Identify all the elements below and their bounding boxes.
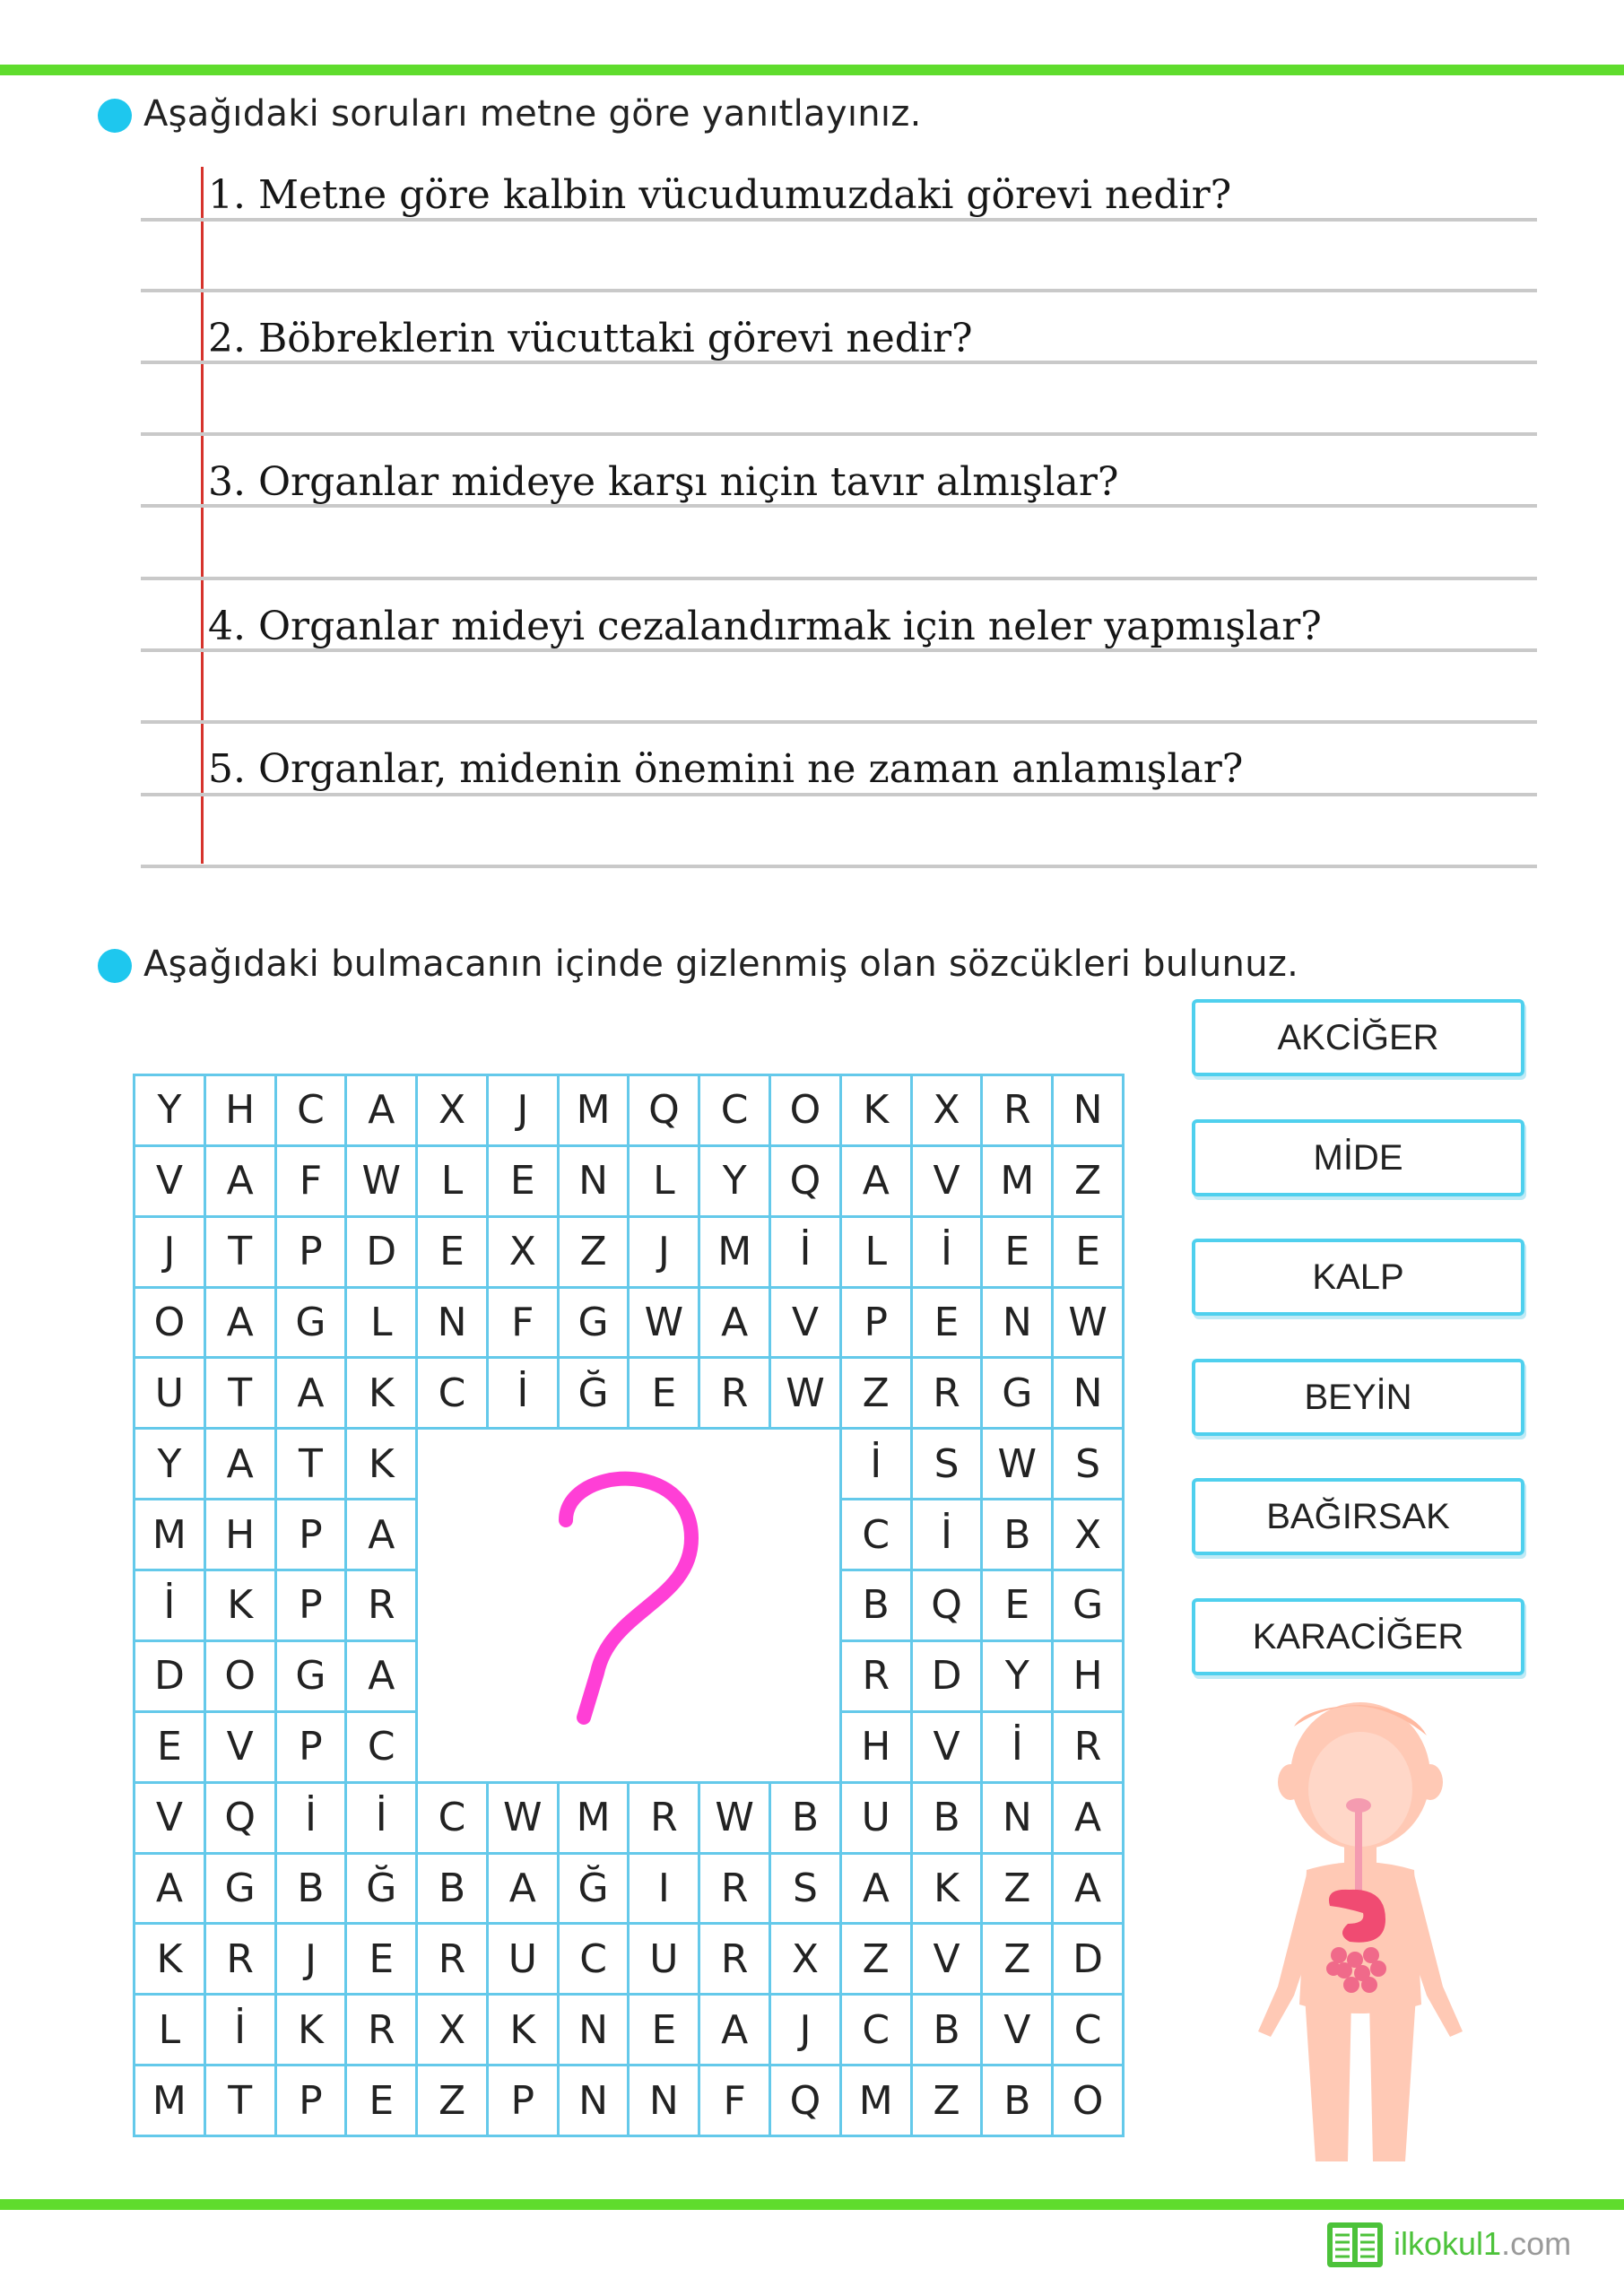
grid-cell: R: [347, 1571, 418, 1642]
question-2: 2. Böbreklerin vücuttaki görevi nedir?: [208, 316, 973, 361]
grid-cell: O: [206, 1642, 277, 1713]
grid-cell: Q: [206, 1784, 277, 1855]
grid-cell: N: [630, 2066, 700, 2137]
ruled-line: [141, 289, 1537, 292]
grid-cell: V: [913, 1713, 984, 1784]
grid-cell: V: [206, 1713, 277, 1784]
question-4: 4. Organlar mideyi cezalandırmak için neler yapmışlar?: [208, 604, 1322, 649]
grid-cell: Ğ: [560, 1359, 630, 1430]
grid-cell: G: [206, 1855, 277, 1926]
grid-cell: O: [135, 1289, 206, 1360]
grid-cell: U: [842, 1784, 913, 1855]
grid-cell: M: [700, 1218, 771, 1289]
grid-cell: Z: [418, 2066, 489, 2137]
grid-cell: N: [1054, 1359, 1125, 1430]
grid-cell: W: [347, 1147, 418, 1218]
grid-cell: J: [630, 1218, 700, 1289]
ruled-line: [141, 865, 1537, 868]
word-box-akciger: AKCİĞER: [1192, 999, 1524, 1076]
grid-cell: Z: [1054, 1147, 1125, 1218]
grid-cell: A: [135, 1855, 206, 1926]
grid-cell: N: [983, 1784, 1054, 1855]
grid-cell: W: [489, 1784, 560, 1855]
grid-cell: A: [1054, 1784, 1125, 1855]
grid-cell: W: [771, 1359, 842, 1430]
word-box-mide: MİDE: [1192, 1119, 1524, 1196]
grid-cell: A: [206, 1147, 277, 1218]
grid-cell: M: [842, 2066, 913, 2137]
grid-cell: T: [206, 1218, 277, 1289]
grid-cell: Ğ: [347, 1855, 418, 1926]
grid-cell: X: [489, 1218, 560, 1289]
grid-cell: N: [560, 1996, 630, 2066]
grid-cell: R: [206, 1925, 277, 1996]
grid-cell: A: [1054, 1855, 1125, 1926]
grid-cell: D: [135, 1642, 206, 1713]
grid-cell: V: [913, 1147, 984, 1218]
grid-cell: R: [418, 1925, 489, 1996]
grid-cell: W: [1054, 1289, 1125, 1360]
grid-cell: M: [560, 1784, 630, 1855]
grid-cell: T: [277, 1430, 348, 1500]
grid-cell: L: [842, 1218, 913, 1289]
grid-cell: M: [560, 1076, 630, 1147]
ruled-line: [141, 720, 1537, 724]
grid-cell: Y: [135, 1430, 206, 1500]
grid-cell: V: [913, 1925, 984, 1996]
ruled-line: [141, 577, 1537, 580]
grid-cell: N: [983, 1289, 1054, 1360]
puzzle-center-panel: [418, 1430, 842, 1783]
grid-cell: U: [489, 1925, 560, 1996]
grid-cell: E: [983, 1218, 1054, 1289]
grid-cell: F: [277, 1147, 348, 1218]
section2-instruction: Aşağıdaki bulmacanın içinde gizlenmiş olan sözcükleri bulunuz.: [143, 944, 1299, 985]
grid-cell: Q: [630, 1076, 700, 1147]
grid-cell: A: [700, 1289, 771, 1360]
grid-cell: B: [771, 1784, 842, 1855]
grid-cell: Q: [913, 1571, 984, 1642]
grid-cell: G: [1054, 1571, 1125, 1642]
grid-cell: R: [347, 1996, 418, 2066]
grid-cell: N: [560, 2066, 630, 2137]
grid-cell: Z: [983, 1855, 1054, 1926]
grid-cell: S: [1054, 1430, 1125, 1500]
word-box-bagirsak: BAĞIRSAK: [1192, 1478, 1524, 1555]
grid-cell: V: [771, 1289, 842, 1360]
grid-cell: P: [277, 1500, 348, 1571]
grid-cell: T: [206, 1359, 277, 1430]
grid-cell: O: [771, 1076, 842, 1147]
grid-cell: P: [277, 2066, 348, 2137]
grid-cell: R: [630, 1784, 700, 1855]
grid-cell: P: [277, 1571, 348, 1642]
grid-cell: R: [1054, 1713, 1125, 1784]
grid-cell: A: [347, 1500, 418, 1571]
grid-cell: E: [347, 2066, 418, 2137]
grid-cell: F: [489, 1289, 560, 1360]
grid-cell: Ğ: [560, 1855, 630, 1926]
grid-cell: Z: [913, 2066, 984, 2137]
grid-cell: U: [135, 1359, 206, 1430]
grid-cell: L: [418, 1147, 489, 1218]
grid-cell: İ: [489, 1359, 560, 1430]
grid-cell: E: [489, 1147, 560, 1218]
grid-cell: Y: [983, 1642, 1054, 1713]
grid-cell: A: [206, 1289, 277, 1360]
grid-cell: K: [842, 1076, 913, 1147]
grid-cell: J: [277, 1925, 348, 1996]
grid-cell: L: [135, 1996, 206, 2066]
grid-cell: A: [489, 1855, 560, 1926]
grid-cell: K: [347, 1359, 418, 1430]
grid-cell: X: [913, 1076, 984, 1147]
grid-cell: O: [1054, 2066, 1125, 2137]
grid-cell: V: [135, 1147, 206, 1218]
grid-cell: A: [700, 1996, 771, 2066]
grid-cell: C: [842, 1996, 913, 2066]
word-search-grid: [133, 1074, 1125, 2137]
grid-cell: E: [1054, 1218, 1125, 1289]
grid-cell: İ: [771, 1218, 842, 1289]
grid-cell: M: [983, 1147, 1054, 1218]
grid-cell: E: [347, 1925, 418, 1996]
logo-suffix-text: .com: [1501, 2225, 1572, 2262]
word-box-karaciger: KARACİĞER: [1192, 1598, 1524, 1675]
grid-cell: J: [489, 1076, 560, 1147]
grid-cell: H: [206, 1500, 277, 1571]
grid-cell: Y: [135, 1076, 206, 1147]
grid-cell: E: [630, 1359, 700, 1430]
grid-cell: R: [700, 1925, 771, 1996]
grid-cell: L: [347, 1289, 418, 1360]
grid-cell: C: [418, 1359, 489, 1430]
grid-cell: İ: [135, 1571, 206, 1642]
grid-cell: W: [630, 1289, 700, 1360]
question-1: 1. Metne göre kalbin vücudumuzdaki görevi nedir?: [208, 172, 1232, 218]
grid-cell: L: [630, 1147, 700, 1218]
grid-cell: M: [135, 2066, 206, 2137]
grid-cell: P: [277, 1713, 348, 1784]
grid-cell: İ: [983, 1713, 1054, 1784]
grid-cell: Q: [771, 2066, 842, 2137]
bullet-icon: [98, 99, 132, 133]
grid-cell: M: [135, 1500, 206, 1571]
ruled-line: [141, 432, 1537, 436]
grid-cell: V: [983, 1996, 1054, 2066]
bullet-icon: [98, 949, 132, 983]
grid-cell: E: [135, 1713, 206, 1784]
grid-cell: R: [842, 1642, 913, 1713]
grid-cell: U: [630, 1925, 700, 1996]
grid-cell: N: [560, 1147, 630, 1218]
grid-cell: A: [842, 1855, 913, 1926]
grid-cell: H: [206, 1076, 277, 1147]
grid-cell: E: [913, 1289, 984, 1360]
grid-cell: İ: [277, 1784, 348, 1855]
grid-cell: R: [700, 1359, 771, 1430]
grid-cell: F: [700, 2066, 771, 2137]
question-5: 5. Organlar, midenin önemini ne zaman anlamışlar?: [208, 746, 1244, 792]
grid-cell: K: [277, 1996, 348, 2066]
grid-cell: R: [700, 1855, 771, 1926]
grid-cell: W: [700, 1784, 771, 1855]
grid-cell: İ: [913, 1218, 984, 1289]
grid-cell: H: [842, 1713, 913, 1784]
section1-instruction: Aşağıdaki soruları metne göre yanıtlayınız.: [143, 93, 922, 135]
grid-cell: B: [983, 2066, 1054, 2137]
grid-cell: Z: [560, 1218, 630, 1289]
grid-cell: X: [418, 1996, 489, 2066]
grid-cell: İ: [913, 1500, 984, 1571]
grid-cell: D: [913, 1642, 984, 1713]
grid-cell: A: [277, 1359, 348, 1430]
grid-cell: R: [983, 1076, 1054, 1147]
grid-cell: I: [630, 1855, 700, 1926]
notebook-margin-line: [201, 167, 204, 864]
grid-cell: J: [771, 1996, 842, 2066]
grid-cell: G: [983, 1359, 1054, 1430]
grid-cell: Z: [983, 1925, 1054, 1996]
grid-cell: Q: [771, 1147, 842, 1218]
grid-cell: C: [560, 1925, 630, 1996]
grid-cell: E: [418, 1218, 489, 1289]
grid-cell: R: [913, 1359, 984, 1430]
grid-cell: H: [1054, 1642, 1125, 1713]
ruled-line: [141, 218, 1537, 222]
grid-cell: A: [347, 1642, 418, 1713]
grid-cell: K: [206, 1571, 277, 1642]
word-box-beyin: BEYİN: [1192, 1359, 1524, 1436]
grid-cell: G: [277, 1289, 348, 1360]
grid-cell: C: [418, 1784, 489, 1855]
grid-cell: K: [913, 1855, 984, 1926]
grid-cell: K: [347, 1430, 418, 1500]
grid-cell: X: [1054, 1500, 1125, 1571]
grid-cell: Z: [842, 1925, 913, 1996]
grid-cell: S: [913, 1430, 984, 1500]
grid-cell: B: [842, 1571, 913, 1642]
grid-cell: İ: [842, 1430, 913, 1500]
grid-cell: B: [277, 1855, 348, 1926]
grid-cell: J: [135, 1218, 206, 1289]
grid-cell: İ: [347, 1784, 418, 1855]
grid-cell: C: [700, 1076, 771, 1147]
site-logo: [1325, 2215, 1571, 2273]
grid-cell: P: [489, 2066, 560, 2137]
grid-cell: B: [913, 1996, 984, 2066]
grid-cell: D: [347, 1218, 418, 1289]
grid-cell: A: [206, 1430, 277, 1500]
grid-cell: A: [842, 1147, 913, 1218]
grid-cell: C: [842, 1500, 913, 1571]
grid-cell: C: [1054, 1996, 1125, 2066]
top-green-bar: [0, 65, 1624, 75]
grid-cell: İ: [206, 1996, 277, 2066]
grid-cell: G: [560, 1289, 630, 1360]
grid-cell: X: [418, 1076, 489, 1147]
grid-cell: N: [418, 1289, 489, 1360]
grid-cell: G: [277, 1642, 348, 1713]
grid-cell: S: [771, 1855, 842, 1926]
grid-cell: B: [913, 1784, 984, 1855]
grid-cell: V: [135, 1784, 206, 1855]
grid-cell: C: [277, 1076, 348, 1147]
grid-cell: D: [1054, 1925, 1125, 1996]
grid-cell: P: [842, 1289, 913, 1360]
grid-cell: K: [135, 1925, 206, 1996]
grid-cell: N: [1054, 1076, 1125, 1147]
grid-cell: K: [489, 1996, 560, 2066]
grid-cell: B: [418, 1855, 489, 1926]
grid-cell: W: [983, 1430, 1054, 1500]
grid-cell: P: [277, 1218, 348, 1289]
ruled-line: [141, 793, 1537, 796]
grid-cell: X: [771, 1925, 842, 1996]
book-icon: [1325, 2217, 1385, 2271]
grid-cell: T: [206, 2066, 277, 2137]
grid-cell: Y: [700, 1147, 771, 1218]
question-3: 3. Organlar mideye karşı niçin tavır almışlar?: [208, 459, 1119, 505]
grid-cell: A: [347, 1076, 418, 1147]
word-box-kalp: KALP: [1192, 1239, 1524, 1316]
child-body-organs-illustration: [1251, 1700, 1466, 2166]
grid-cell: B: [983, 1500, 1054, 1571]
bottom-green-bar: [0, 2199, 1624, 2210]
question-mark-icon: [539, 1457, 718, 1753]
grid-cell: E: [630, 1996, 700, 2066]
logo-main-text: ilkokul1: [1394, 2225, 1502, 2262]
grid-cell: E: [983, 1571, 1054, 1642]
grid-cell: C: [347, 1713, 418, 1784]
grid-cell: Z: [842, 1359, 913, 1430]
